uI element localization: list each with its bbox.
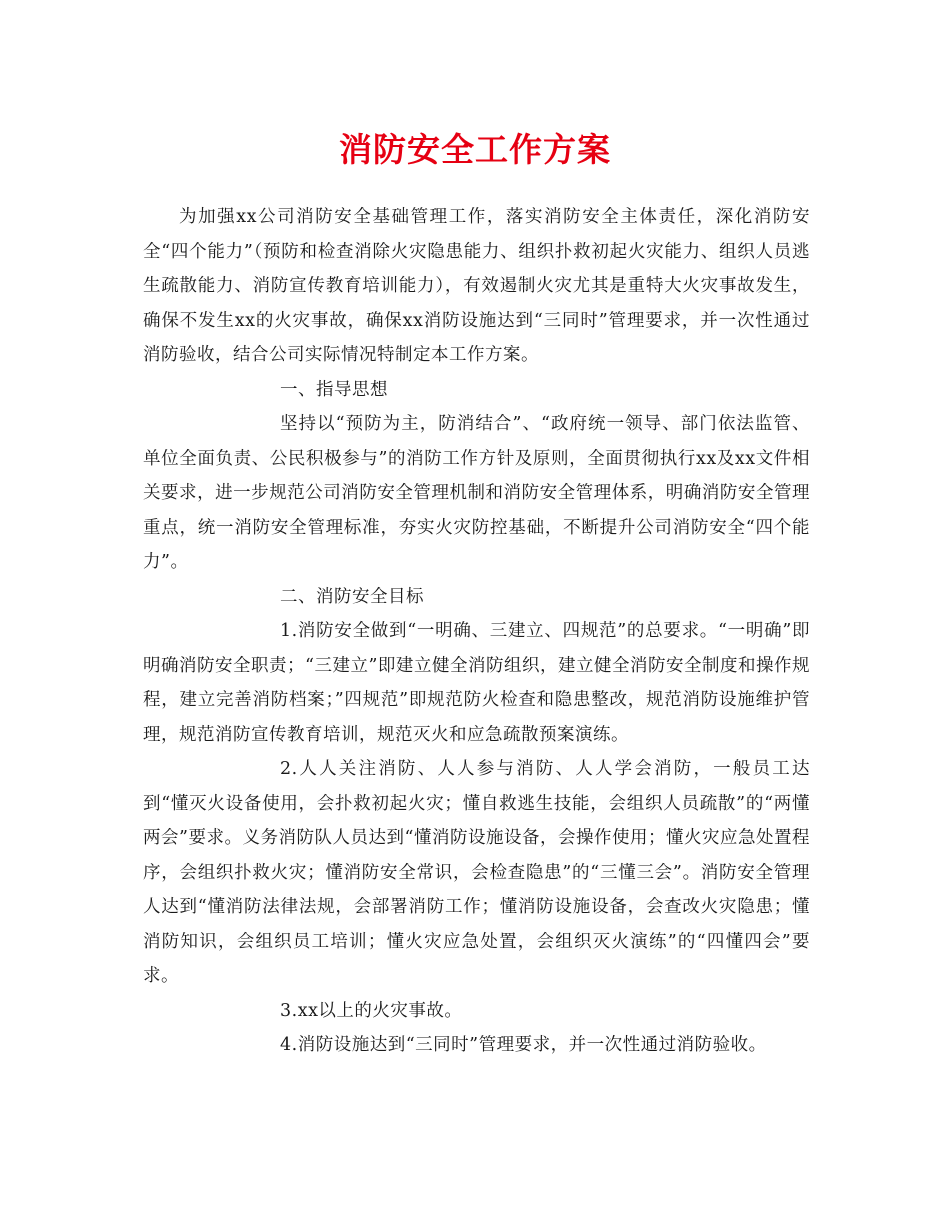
document-title: 消防安全工作方案 — [339, 130, 611, 169]
goal-item-3: 3.xx以上的火灾事故。 — [280, 1000, 463, 1021]
goal-item-2: 2.人人关注消防、人人参与消防、人人学会消防，一般员工达到“懂灭火设备使用，会扑救初起火灾；懂自救逃生技能，会组织人员疏散”的“两懂两会”要求。义务消防队人员达到“懂消防设施设备，会操作使用；懂火灾应急处置程序，会组织扑救火灾；懂消防安全常识，会检查隐患”的“三懂三会”。消防安全管理人达到“懂消防法律法规，会部署消防工作；懂消防设施设备，会查改火灾隐患；懂消防知识，会组织员工培训；懂火灾应急处置，会组织灭火演练”的“四懂四会”要求。 — [143, 759, 810, 986]
guiding-thought-paragraph: 坚持以“预防为主，防消结合”、“政府统一领导、部门依法监管、单位全面负责、公民积极参与”的消防工作方针及原则，全面贯彻执行xx及xx文件相关要求，进一步规范公司消防安全管理机制和消防安全管理体系，明确消防安全管理重点，统一消防安全管理标准，夯实火灾防控基础，不断提升公司消防安全“四个能力”。 — [143, 414, 810, 572]
goal-item-4: 4.消防设施达到“三同时”管理要求，并一次性通过消防验收。 — [280, 1035, 767, 1055]
document-body — [143, 200, 810, 1063]
goal-item-1: 1.消防安全做到“一明确、三建立、四规范”的总要求。“一明确”即明确消防安全职责；“三建立”即建立健全消防组织，建立健全消防安全制度和操作规程，建立完善消防档案；”四规范”即规范防火检查和隐患整改，规范消防设施维护管理，规范消防宣传教育培训，规范灭火和应急疏散预案演练。 — [143, 621, 810, 745]
section-heading-guiding-thought: 一、指导思想 — [280, 379, 388, 400]
section-heading-safety-goals: 二、消防安全目标 — [280, 586, 424, 607]
intro-paragraph: 为加强xx公司消防安全基础管理工作，落实消防安全主体责任，深化消防安全“四个能力”（预防和检查消除火灾隐患能力、组织扑救初起火灾能力、组织人员逃生疏散能力、消防宣传教育培训能力），有效遏制火灾尤其是重特大火灾事故发生，确保不发生xx的火灾事故，确保xx消防设施达到“三同时”管理要求，并一次性通过消防验收，结合公司实际情况特制定本工作方案。 — [143, 207, 810, 365]
